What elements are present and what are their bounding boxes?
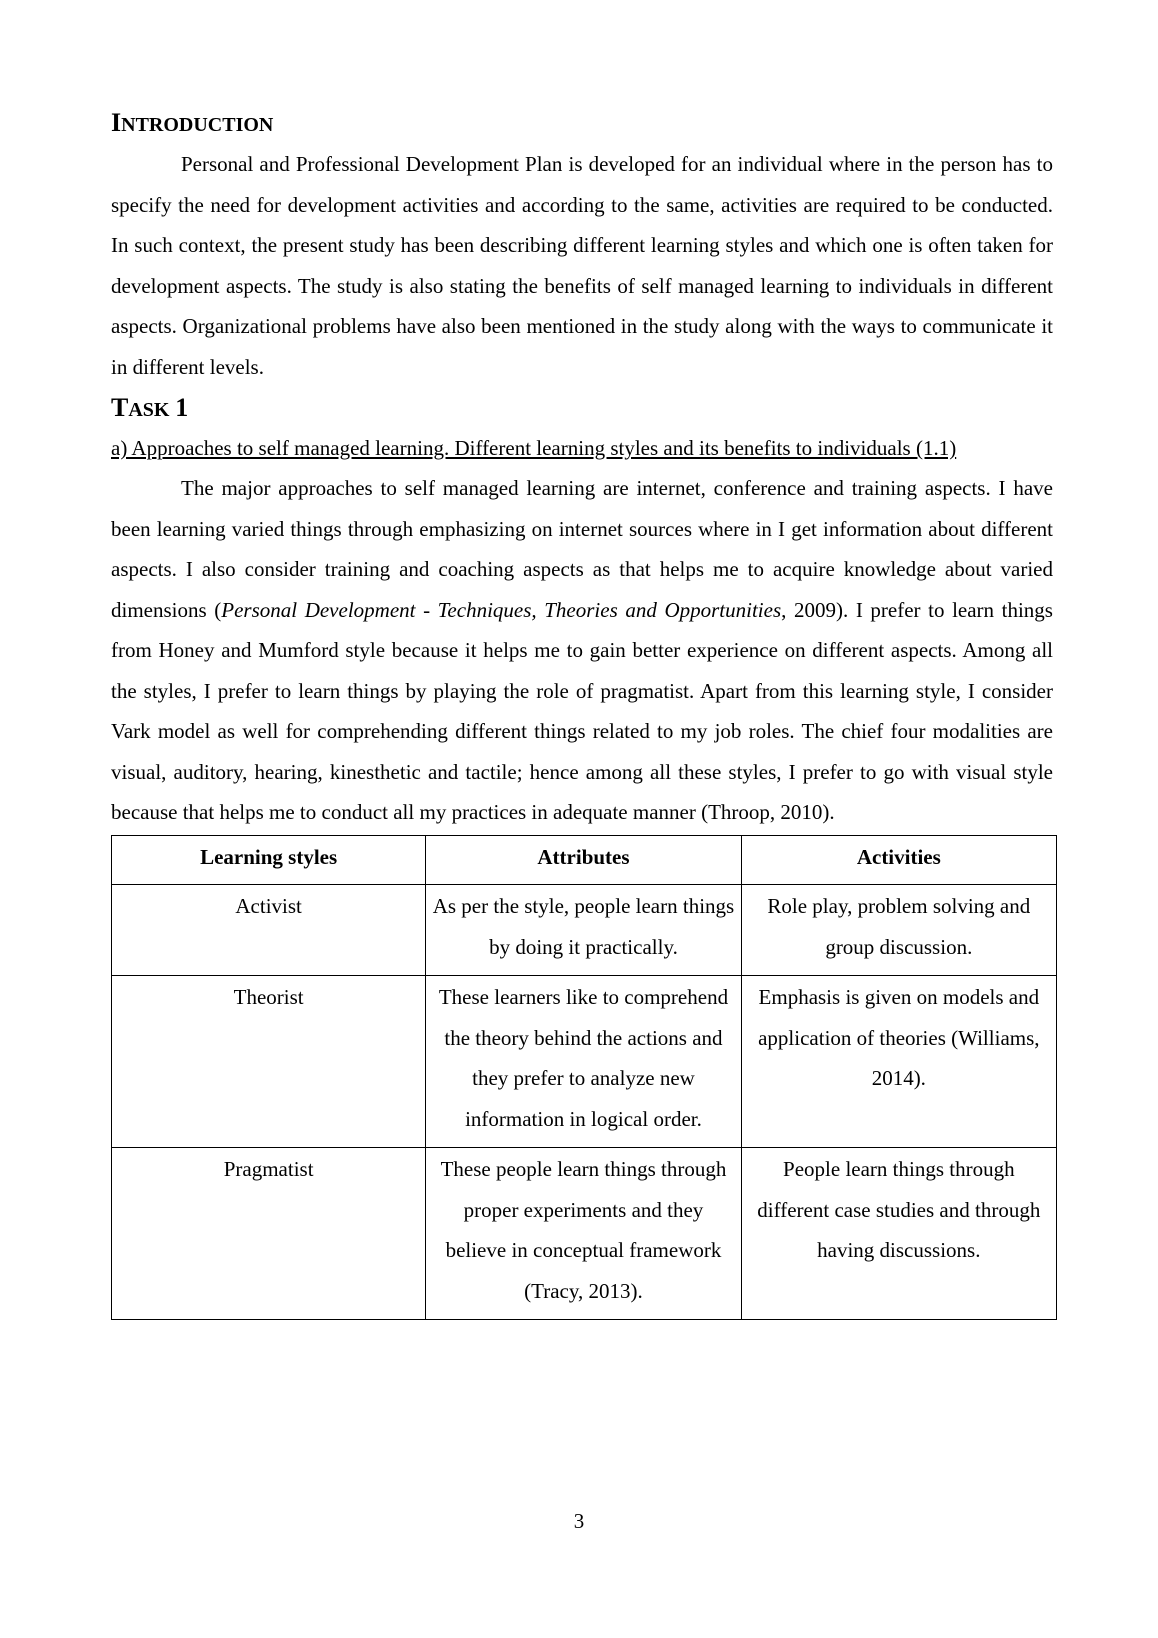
cell-attributes: As per the style, people learn things by doing it practically. [426,885,741,976]
task-1-heading [111,393,1053,425]
table-row [112,976,1057,1148]
header-activities: Activities [741,835,1056,885]
cell-attributes: These people learn things through proper experiments and they believe in conceptual framework (Tracy, 2013). [426,1148,741,1320]
task-1-paragraph [111,468,1053,833]
cell-activities: Role play, problem solving and group discussion. [741,885,1056,976]
table-row [112,1148,1057,1320]
cell-attributes: These learners like to comprehend the theory behind the actions and they prefer to analyze new information in logical order. [426,976,741,1148]
document-page [111,108,1053,1320]
task-heading-initial: T [111,393,129,422]
task-heading-rest: ASK [128,399,170,421]
cell-activities: Emphasis is given on models and application of theories (Williams, 2014). [741,976,1056,1148]
table-row [112,885,1057,976]
page-number: 3 [573,1509,585,1533]
cell-style: Pragmatist [112,1148,426,1320]
table-header-row [112,835,1057,885]
introduction-paragraph: Personal and Professional Development Plan is developed for an individual where in the person has to specify the need for development activities and according to the same, activities are required to be conducted. In such context, the present study has been describing different learning styles and which one is often taken for development aspects. The study is also stating the benefits of self managed learning to individuals in different aspects. Organizational problems have also been mentioned in the study along with the ways to communicate it in different levels. [111,152,1053,379]
learning-styles-table [111,835,1057,1321]
paragraph-text-part-2: , 2009). I prefer to learn things from Honey and Mumford style because it helps me to gain better experience on different aspects. Among all the styles, I prefer to learn things by playing the role of pragmatist. Apart from this learning style, I consider Vark model as well for comprehending different things related to my job roles. The chief four modalities are visual, auditory, hearing, kinesthetic and tactile; hence among all these styles, I prefer to go with visual style because that helps me to conduct all my practices in adequate manner (Throop, 2010). [111,597,1053,824]
header-attributes: Attributes [426,835,741,885]
introduction-heading-rest: NTRODUCTION [121,114,274,136]
task-heading-number: 1 [175,393,189,422]
paragraph-citation-title: Personal Development - Techniques, Theories and Opportunities [221,597,782,622]
cell-activities: People learn things through different case studies and through having discussions. [741,1148,1056,1320]
cell-style: Theorist [112,976,426,1148]
section-subheading: a) Approaches to self managed learning. Different learning styles and its benefits to individuals (1.1) [111,436,957,460]
header-learning-styles: Learning styles [112,835,426,885]
introduction-heading [111,108,1053,140]
paragraph-text-part-1: The major approaches to self managed learning are internet, conference and training aspects. I have been learning varied things through emphasizing on internet sources where in I get information about different aspects. I also consider training and coaching aspects as that helps me to acquire knowledge about varied dimensions ( [111,476,1053,622]
cell-style: Activist [112,885,426,976]
introduction-heading-initial: I [111,108,122,137]
